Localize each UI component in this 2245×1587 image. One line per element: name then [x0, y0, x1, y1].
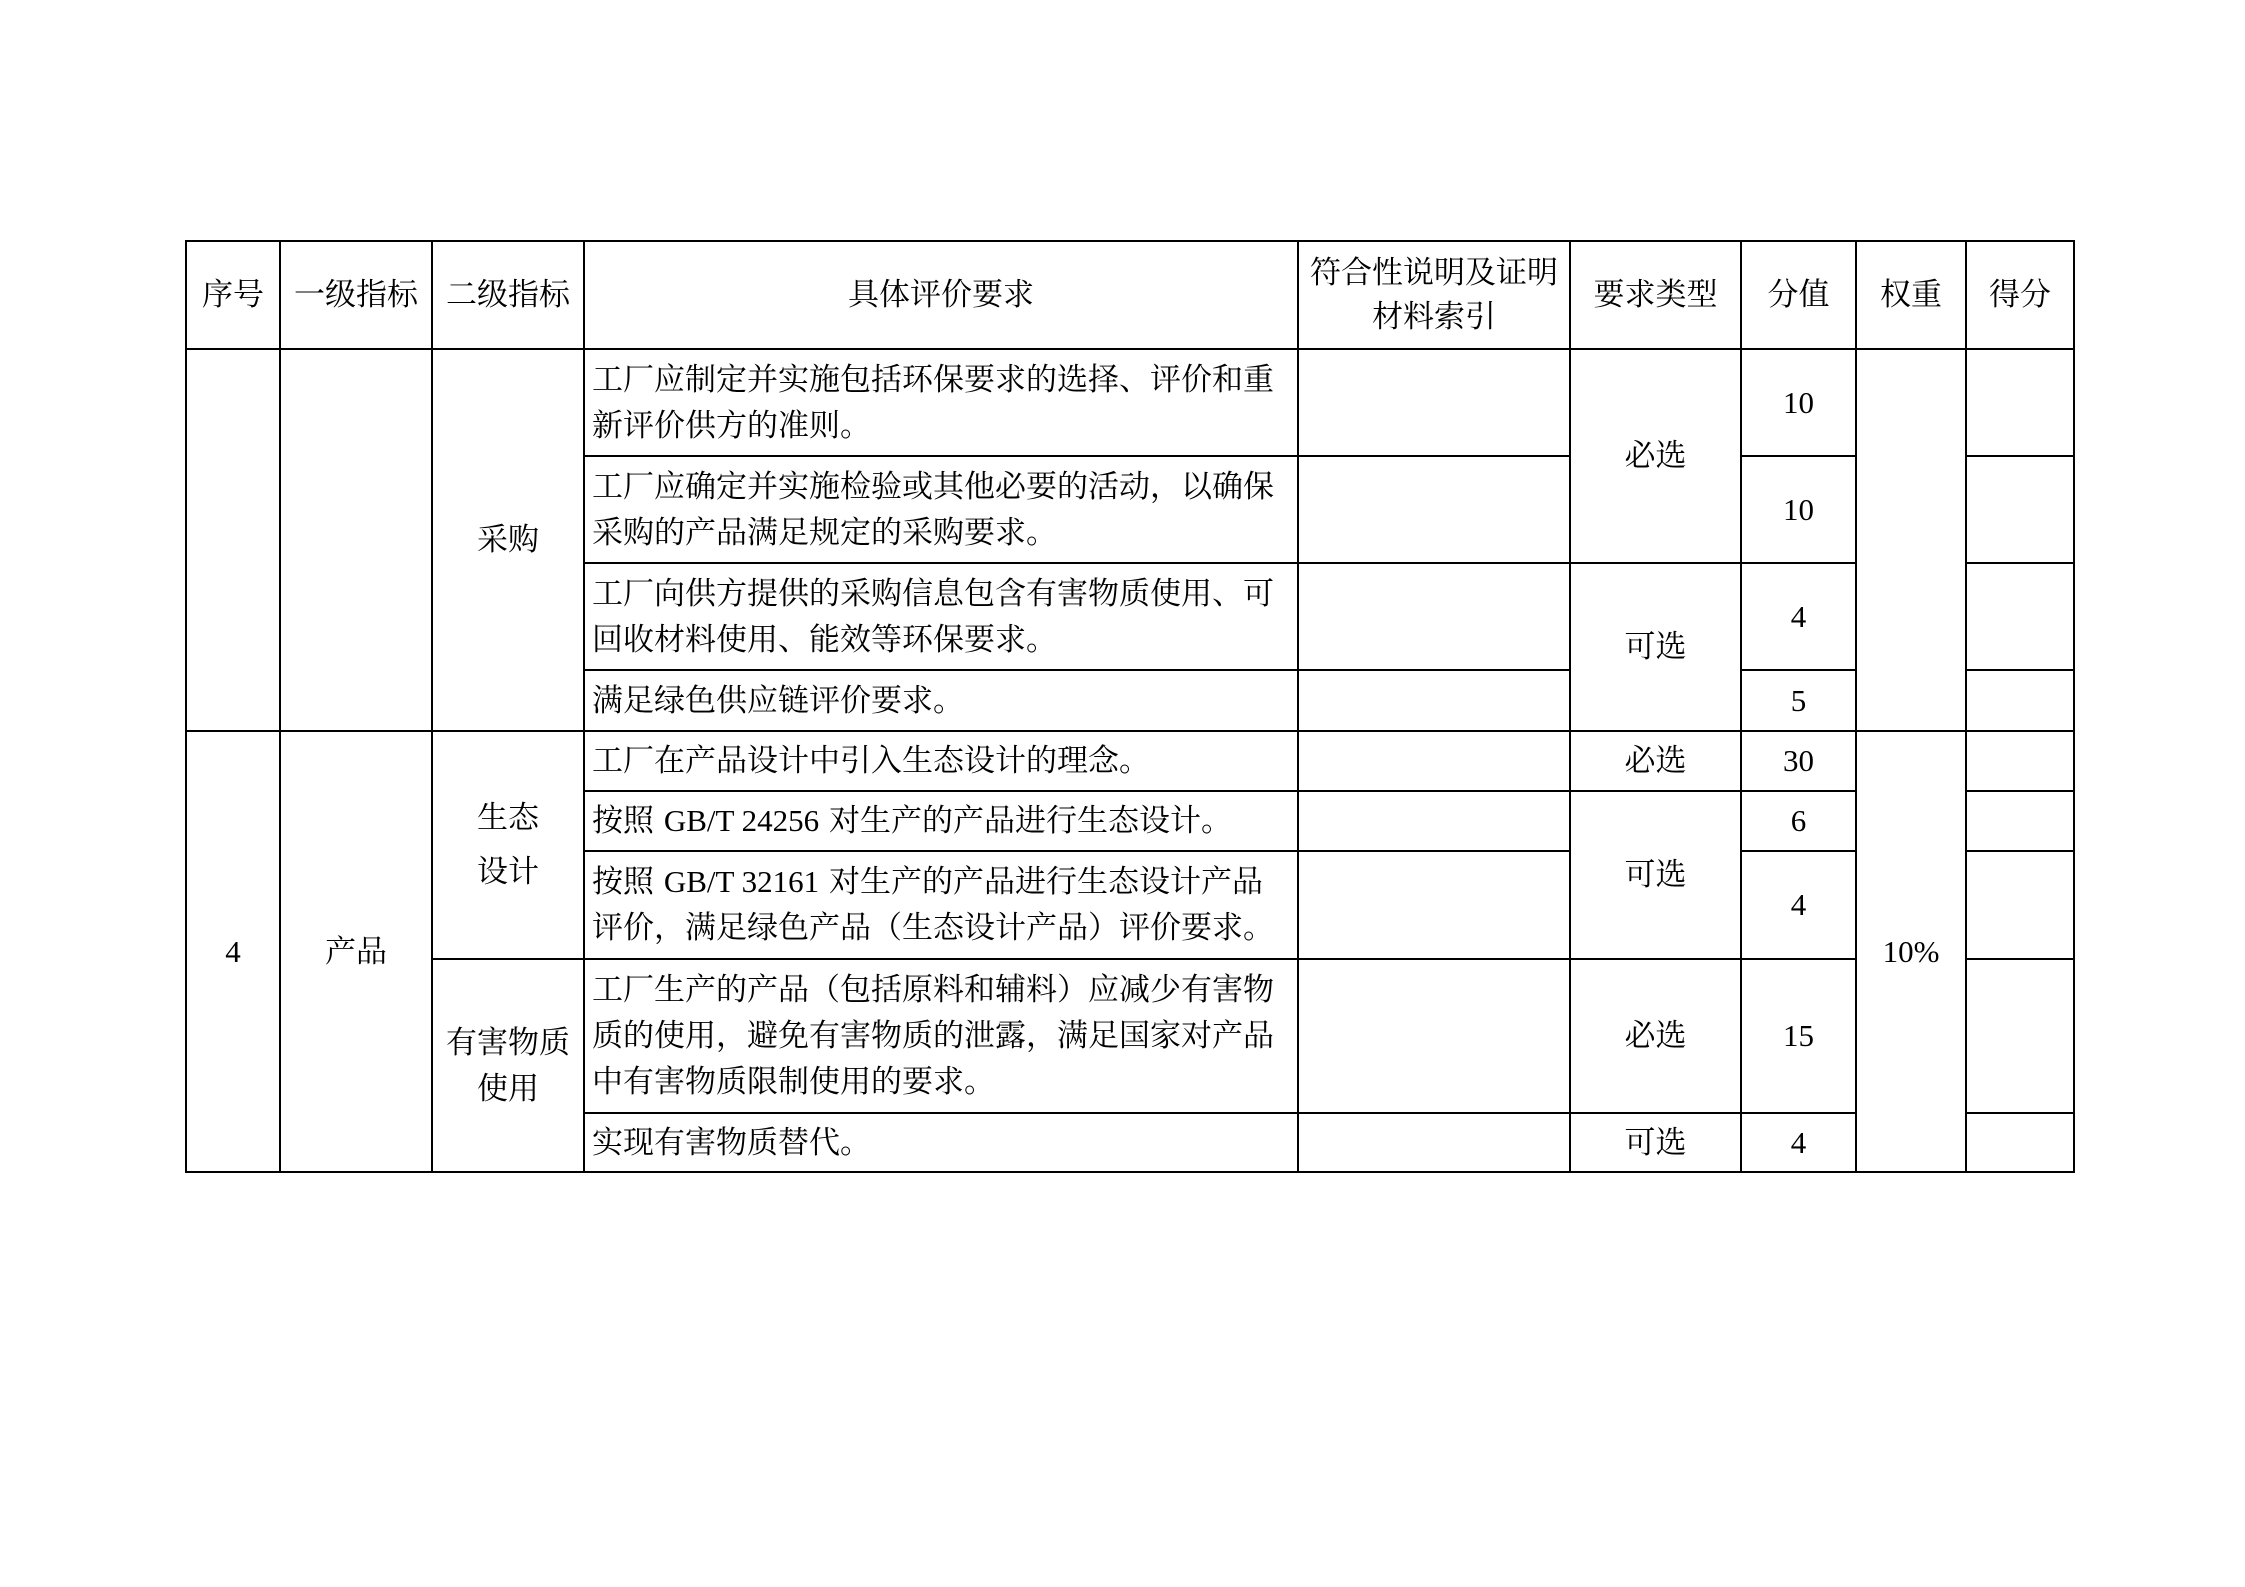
header-req-type: 要求类型 — [1570, 241, 1741, 349]
level2-cell-procurement: 采购 — [432, 349, 584, 731]
header-evidence: 符合性说明及证明材料索引 — [1298, 241, 1570, 349]
req-prefix: 按照 — [592, 864, 654, 900]
req-prefix: 按照 — [592, 803, 654, 839]
score-value-cell: 4 — [1741, 563, 1856, 670]
requirement-cell: 工厂应制定并实施包括环保要求的选择、评价和重新评价供方的准则。 — [584, 349, 1298, 456]
header-score-value: 分值 — [1741, 241, 1856, 349]
evidence-cell — [1298, 1113, 1570, 1172]
level2-cell-eco-design — [432, 731, 584, 959]
req-type-cell: 必选 — [1570, 959, 1741, 1113]
header-row — [186, 241, 2074, 349]
evidence-cell — [1298, 563, 1570, 670]
score-cell — [1966, 670, 2074, 731]
level1-cell — [280, 349, 432, 731]
score-value-cell: 10 — [1741, 349, 1856, 456]
score-cell — [1966, 731, 2074, 791]
req-suffix: 对生产的产品进行生态设计产品评价，满足绿色产品（生态设计产品）评价要求。 — [592, 864, 1274, 946]
req-suffix: 对生产的产品进行生态设计。 — [829, 803, 1233, 839]
evidence-cell — [1298, 791, 1570, 851]
requirement-cell: 工厂在产品设计中引入生态设计的理念。 — [584, 731, 1298, 791]
evidence-cell — [1298, 456, 1570, 563]
table-row — [186, 731, 2074, 791]
weight-cell — [1856, 349, 1966, 731]
evidence-cell — [1298, 731, 1570, 791]
evidence-cell — [1298, 959, 1570, 1113]
req-type-cell: 必选 — [1570, 349, 1741, 563]
header-level1: 一级指标 — [280, 241, 432, 349]
score-value-cell: 4 — [1741, 1113, 1856, 1172]
requirement-cell: 满足绿色供应链评价要求。 — [584, 670, 1298, 731]
requirement-cell: 工厂向供方提供的采购信息包含有害物质使用、可回收材料使用、能效等环保要求。 — [584, 563, 1298, 670]
level2-label: 有害物质使用 — [446, 1024, 570, 1107]
req-type-cell: 必选 — [1570, 731, 1741, 791]
score-cell — [1966, 1113, 2074, 1172]
requirement-cell: 工厂生产的产品（包括原料和辅料）应减少有害物质的使用，避免有害物质的泄露，满足国家对产品中有害物质限制使用的要求。 — [584, 959, 1298, 1113]
score-cell — [1966, 851, 2074, 959]
requirement-cell — [584, 791, 1298, 851]
weight-cell: 10% — [1856, 731, 1966, 1172]
score-cell — [1966, 959, 2074, 1113]
req-type-cell: 可选 — [1570, 791, 1741, 959]
level2-cell-hazardous — [432, 959, 584, 1172]
header-level2: 二级指标 — [432, 241, 584, 349]
score-value-cell: 4 — [1741, 851, 1856, 959]
table-row — [186, 959, 2074, 1113]
level1-cell: 产品 — [280, 731, 432, 1172]
seq-cell — [186, 349, 280, 731]
score-value-cell: 10 — [1741, 456, 1856, 563]
standard-code: GB/T 32161 — [663, 864, 820, 899]
score-cell — [1966, 791, 2074, 851]
evaluation-table — [185, 240, 2075, 1173]
score-value-cell: 6 — [1741, 791, 1856, 851]
requirement-cell: 工厂应确定并实施检验或其他必要的活动，以确保采购的产品满足规定的采购要求。 — [584, 456, 1298, 563]
header-seq: 序号 — [186, 241, 280, 349]
header-requirement: 具体评价要求 — [584, 241, 1298, 349]
seq-cell: 4 — [186, 731, 280, 1172]
score-cell — [1966, 563, 2074, 670]
evidence-cell — [1298, 349, 1570, 456]
header-weight: 权重 — [1856, 241, 1966, 349]
req-type-cell: 可选 — [1570, 1113, 1741, 1172]
requirement-cell — [584, 851, 1298, 959]
req-type-cell: 可选 — [1570, 563, 1741, 731]
requirement-cell: 实现有害物质替代。 — [584, 1113, 1298, 1172]
evidence-cell — [1298, 851, 1570, 959]
standard-code: GB/T 24256 — [663, 803, 820, 838]
evidence-cell — [1298, 670, 1570, 731]
level2-label: 生态设计 — [477, 800, 539, 890]
table-row — [186, 349, 2074, 456]
score-cell — [1966, 456, 2074, 563]
score-value-cell: 5 — [1741, 670, 1856, 731]
score-value-cell: 15 — [1741, 959, 1856, 1113]
score-cell — [1966, 349, 2074, 456]
score-value-cell: 30 — [1741, 731, 1856, 791]
header-score: 得分 — [1966, 241, 2074, 349]
